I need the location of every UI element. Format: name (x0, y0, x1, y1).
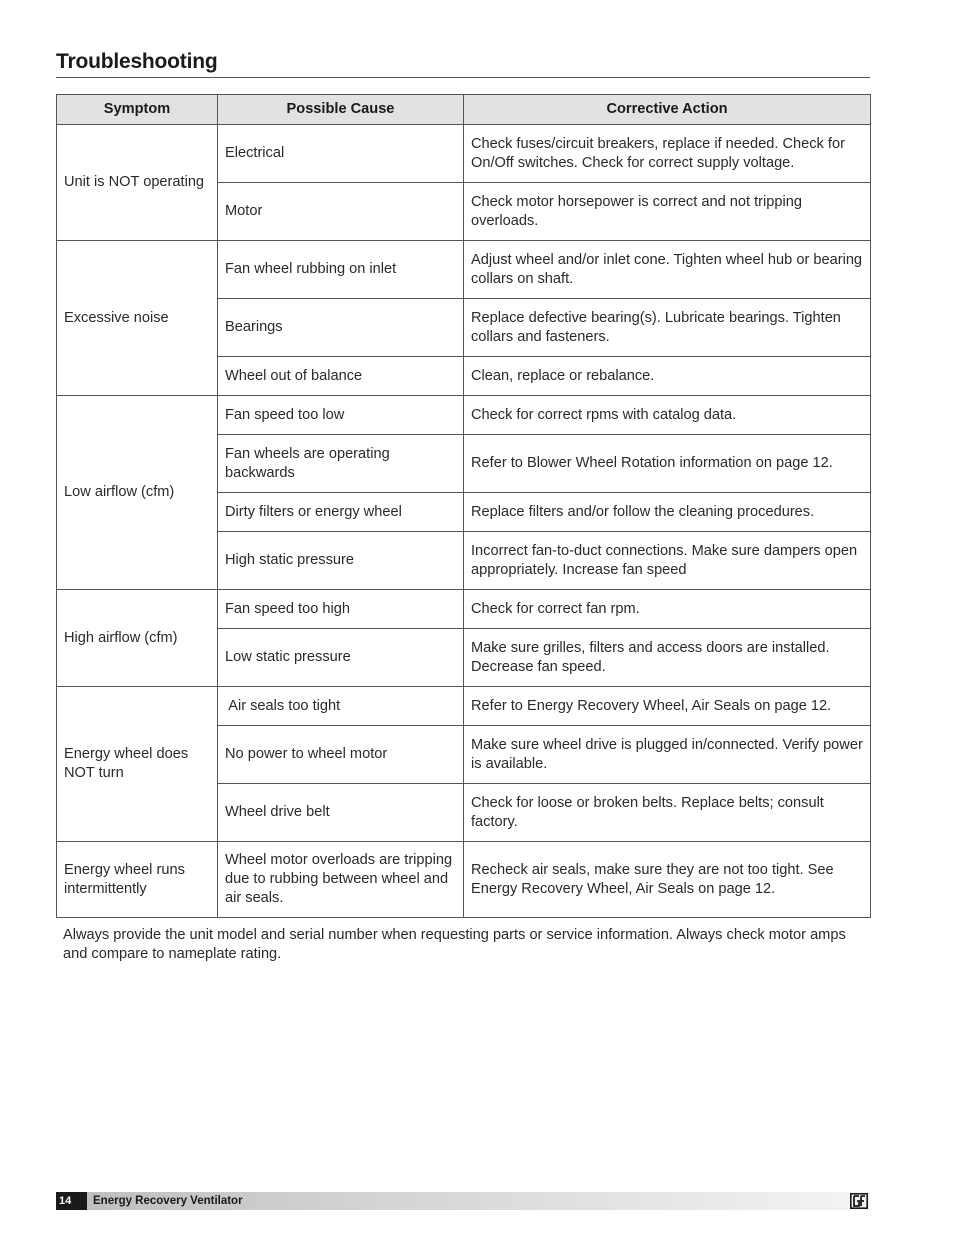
cause-cell: Dirty filters or energy wheel (218, 493, 464, 532)
table-row (57, 842, 871, 918)
header-corrective-action: Corrective Action (464, 95, 871, 125)
table-row (57, 590, 871, 629)
cause-cell: High static pressure (218, 532, 464, 590)
symptom-cell: Excessive noise (57, 241, 218, 396)
manufacturer-logo-icon (850, 1193, 868, 1209)
action-cell: Check for correct fan rpm. (464, 590, 871, 629)
document-title: Energy Recovery Ventilator (93, 1195, 243, 1207)
header-symptom: Symptom (57, 95, 218, 125)
header-possible-cause: Possible Cause (218, 95, 464, 125)
cause-cell: Wheel motor overloads are tripping due to rubbing between wheel and air seals. (218, 842, 464, 918)
cause-cell: Bearings (218, 299, 464, 357)
cause-cell: Fan speed too low (218, 396, 464, 435)
cause-cell: Fan wheel rubbing on inlet (218, 241, 464, 299)
action-cell: Check motor horsepower is correct and not tripping overloads. (464, 183, 871, 241)
table-header-row (57, 95, 871, 125)
action-cell: Refer to Energy Recovery Wheel, Air Seals on page 12. (464, 687, 871, 726)
cause-cell: No power to wheel motor (218, 726, 464, 784)
cause-cell: Air seals too tight (218, 687, 464, 726)
page-title: Troubleshooting (56, 50, 218, 73)
symptom-cell: Energy wheel runs intermittently (57, 842, 218, 918)
table-row (57, 125, 871, 183)
cause-cell: Wheel out of balance (218, 357, 464, 396)
action-cell: Refer to Blower Wheel Rotation information on page 12. (464, 435, 871, 493)
cause-cell: Fan speed too high (218, 590, 464, 629)
table-row (57, 241, 871, 299)
title-divider (56, 77, 870, 78)
table-row (57, 396, 871, 435)
action-cell: Recheck air seals, make sure they are not too tight. See Energy Recovery Wheel, Air Seals on page 12. (464, 842, 871, 918)
action-cell: Replace filters and/or follow the cleaning procedures. (464, 493, 871, 532)
action-cell: Incorrect fan-to-duct connections. Make sure dampers open appropriately. Increase fan speed (464, 532, 871, 590)
action-cell: Replace defective bearing(s). Lubricate bearings. Tighten collars and fasteners. (464, 299, 871, 357)
action-cell: Check for correct rpms with catalog data. (464, 396, 871, 435)
action-cell: Check for loose or broken belts. Replace belts; consult factory. (464, 784, 871, 842)
service-note: Always provide the unit model and serial number when requesting parts or service information. Always check motor amps and compare to nameplate rating. (63, 927, 846, 962)
cause-cell: Wheel drive belt (218, 784, 464, 842)
symptom-cell: Unit is NOT operating (57, 125, 218, 241)
table-row (57, 687, 871, 726)
cause-cell: Low static pressure (218, 629, 464, 687)
cause-cell: Fan wheels are operating backwards (218, 435, 464, 493)
page-number: 14 (56, 1192, 87, 1210)
action-cell: Clean, replace or rebalance. (464, 357, 871, 396)
cause-cell: Motor (218, 183, 464, 241)
action-cell: Make sure grilles, filters and access doors are installed. Decrease fan speed. (464, 629, 871, 687)
symptom-cell: Low airflow (cfm) (57, 396, 218, 590)
symptom-cell: Energy wheel does NOT turn (57, 687, 218, 842)
action-cell: Adjust wheel and/or inlet cone. Tighten wheel hub or bearing collars on shaft. (464, 241, 871, 299)
cause-cell: Electrical (218, 125, 464, 183)
symptom-cell: High airflow (cfm) (57, 590, 218, 687)
action-cell: Make sure wheel drive is plugged in/connected. Verify power is available. (464, 726, 871, 784)
troubleshooting-table (56, 94, 871, 918)
action-cell: Check fuses/circuit breakers, replace if needed. Check for On/Off switches. Check for correct supply voltage. (464, 125, 871, 183)
